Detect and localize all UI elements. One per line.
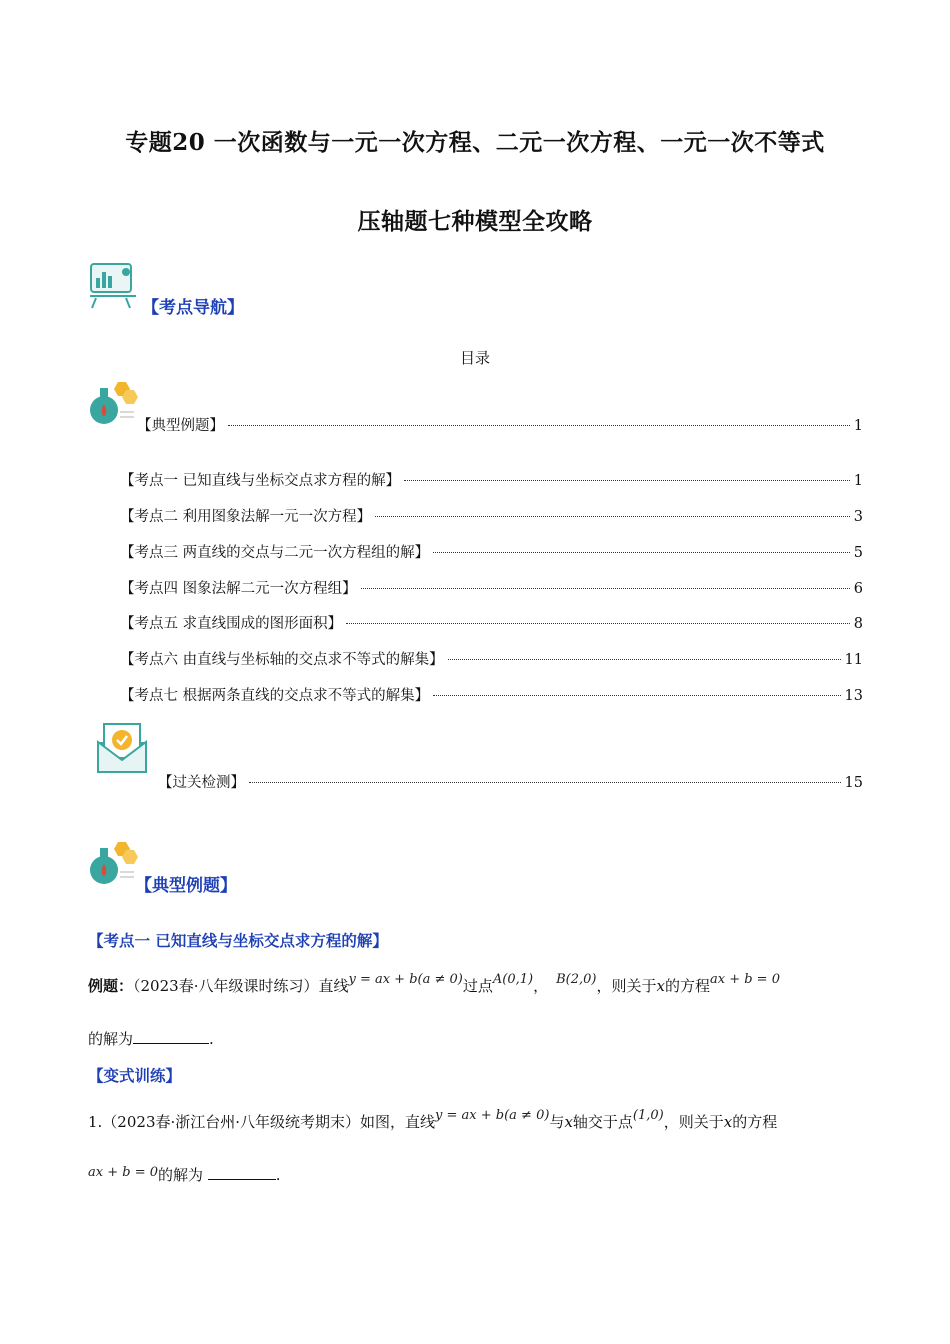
toc-checkpoint-label: 【过关检测】 [158, 775, 245, 791]
toc-item-label: 【考点五 求直线围成的图形面积】 [120, 616, 343, 632]
kp1-heading: 【考点一 已知直线与坐标交点求方程的解】 [88, 931, 388, 950]
toc-typical-page: 1 [853, 418, 863, 434]
toc-item[interactable] [120, 612, 863, 633]
toc-item-label: 【考点四 图象法解二元一次方程组】 [120, 581, 357, 597]
example-source: （2023春·八年级课时练习）直线 [133, 977, 349, 995]
q1-text: ，则关于 [663, 1113, 724, 1131]
toc-leader [433, 695, 840, 696]
example-text: 过点 [462, 977, 493, 995]
toc-item[interactable] [120, 684, 863, 705]
page-title: 专题20 一次函数与一元一次方程、二元一次方程、一元一次不等式 [125, 129, 825, 156]
toc-leader [375, 516, 850, 517]
period: . [275, 1166, 281, 1184]
toc-item-page: 11 [844, 652, 863, 668]
variant-heading: 【变式训练】 [88, 1066, 182, 1085]
q1-prefix: 1.（2023春·浙江台州·八年级统考期末）如图，直线 [88, 1113, 436, 1131]
toc-leader [448, 659, 841, 660]
q1-equation: y = ax + b(a ≠ 0) [435, 1108, 550, 1123]
q1-point: (1,0) [632, 1108, 664, 1123]
toc-item-page: 3 [853, 509, 863, 525]
toc-heading: 目录 [459, 349, 490, 367]
toc-item-page: 8 [853, 616, 863, 632]
toc-item-page: 1 [853, 473, 863, 489]
point-a: A(0,1) [492, 972, 534, 987]
flask-icon [88, 380, 138, 428]
nav-heading: 【考点导航】 [142, 298, 244, 318]
example-line [88, 972, 780, 996]
period: . [209, 1030, 214, 1048]
q1-text: 与 [549, 1113, 565, 1131]
example-equation-2: ax + b = 0 [709, 972, 780, 987]
toc-item-label: 【考点六 由直线与坐标轴的交点求不等式的解集】 [120, 652, 444, 668]
point-b: B(2,0) [556, 972, 597, 987]
question-1-line [88, 1108, 778, 1132]
answer-blank[interactable] [133, 1029, 209, 1044]
toc-leader [433, 552, 850, 553]
presentation-board-icon [88, 258, 140, 310]
toc-item-page: 6 [853, 581, 863, 597]
page-subtitle: 压轴题七种模型全攻略 [357, 208, 593, 235]
example-text: 的解为 [88, 1030, 134, 1048]
toc-leader [404, 480, 850, 481]
example-prefix: 例题： [88, 977, 134, 995]
variable-x: x [723, 1113, 733, 1131]
toc-checkpoint-page: 15 [844, 775, 863, 791]
toc-item-page: 13 [844, 688, 863, 704]
toc-item[interactable] [120, 577, 863, 598]
toc-item-page: 5 [853, 545, 863, 561]
q1-equation-2: ax + b = 0 [88, 1165, 158, 1180]
q1-text: 轴交于点 [572, 1113, 633, 1131]
toc-item-label: 【考点二 利用图象法解一元一次方程】 [120, 509, 372, 525]
comma: ， [533, 977, 549, 995]
toc-typical-row[interactable] [137, 414, 863, 435]
toc-item[interactable] [120, 541, 863, 562]
example-equation: y = ax + b(a ≠ 0) [348, 972, 463, 987]
variable-x: x [564, 1113, 573, 1131]
example-text: 的方程 [664, 977, 710, 995]
flask-icon [88, 840, 138, 888]
toc-item-label: 【考点七 根据两条直线的交点求不等式的解集】 [120, 688, 430, 704]
envelope-check-icon [94, 720, 150, 776]
toc-item[interactable] [120, 469, 863, 490]
toc-item[interactable] [120, 648, 863, 669]
q1-text: 的方程 [732, 1113, 778, 1131]
toc-checkpoint-row[interactable] [158, 771, 863, 792]
toc-typical-label: 【典型例题】 [137, 418, 224, 434]
toc-item-label: 【考点一 已知直线与坐标交点求方程的解】 [120, 473, 401, 489]
answer-blank[interactable] [208, 1165, 276, 1180]
toc-leader [361, 588, 850, 589]
q1-text: 的解为 [158, 1166, 204, 1184]
toc-leader [249, 782, 841, 783]
toc-leader [346, 623, 850, 624]
toc-item[interactable] [120, 505, 863, 526]
typical-examples-heading: 【典型例题】 [135, 876, 237, 896]
example-text: ，则关于 [596, 977, 657, 995]
variable-x: x [656, 977, 665, 995]
question-1-answer-line [88, 1164, 281, 1185]
example-answer-line [88, 1028, 214, 1049]
toc-leader [228, 425, 850, 426]
toc-item-label: 【考点三 两直线的交点与二元一次方程组的解】 [120, 545, 430, 561]
